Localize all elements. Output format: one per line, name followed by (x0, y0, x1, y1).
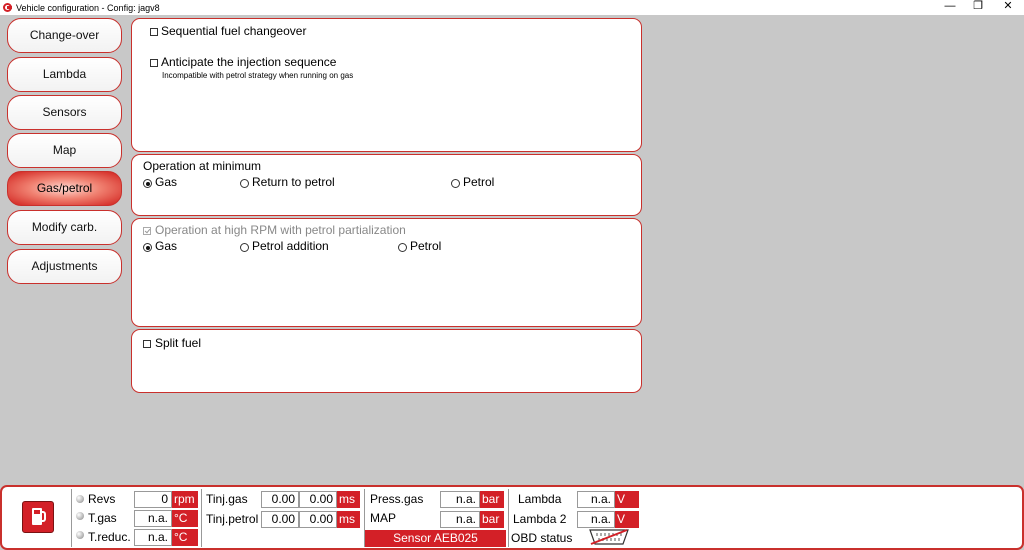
maximize-button[interactable]: ❐ (973, 0, 983, 12)
nav-lambda-button[interactable]: Lambda (7, 57, 122, 92)
high-rpm-partialization-title: Operation at high RPM with petrol partialization (155, 223, 406, 237)
minimum-gas-label: Gas (155, 175, 178, 189)
map-label: MAP (370, 511, 397, 525)
tinj-gas-label: Tinj.gas (206, 492, 248, 506)
sensor-badge: Sensor AEB025 (365, 530, 506, 547)
treduc-led-icon (76, 531, 84, 539)
tinj-gas-value-2: 0.00 (299, 491, 337, 508)
revs-value: 0 (134, 491, 172, 508)
nav-change-over-button[interactable]: Change-over (7, 18, 122, 53)
close-button[interactable]: ✕ (1003, 0, 1013, 12)
lambda-2-value: n.a. (577, 511, 615, 528)
tgas-led-icon (76, 512, 84, 520)
lambda-unit: V (615, 491, 639, 508)
high-rpm-petrol-addition-label: Petrol addition (252, 239, 329, 253)
obd-status-label: OBD status (511, 531, 573, 545)
tinj-gas-value-1: 0.00 (261, 491, 299, 508)
window-title: Vehicle configuration - Config: jagv8 (16, 2, 160, 13)
treduc-unit: °C (172, 529, 198, 546)
map-value: n.a. (440, 511, 480, 528)
treduc-value: n.a. (134, 529, 172, 546)
operation-at-minimum-title: Operation at minimum (143, 159, 262, 173)
status-bar (0, 485, 1024, 550)
tgas-unit: °C (172, 510, 198, 527)
high-rpm-partialization-panel (131, 218, 642, 327)
high-rpm-partialization-checkbox[interactable] (143, 227, 151, 235)
operation-at-minimum-panel (131, 154, 642, 216)
lambda-2-unit: V (615, 511, 639, 528)
tinj-petrol-label: Tinj.petrol (206, 512, 259, 526)
lambda-value: n.a. (577, 491, 615, 508)
minimum-return-to-petrol-label: Return to petrol (252, 175, 335, 189)
minimize-button[interactable]: — (944, 0, 956, 12)
sequential-changeover-label: Sequential fuel changeover (161, 24, 307, 38)
minimum-petrol-radio[interactable] (451, 179, 460, 188)
app-logo-icon (3, 3, 12, 12)
minimum-return-to-petrol-radio[interactable] (240, 179, 249, 188)
nav-map-button[interactable]: Map (7, 133, 122, 168)
tinj-gas-unit: ms (337, 491, 360, 508)
minimum-petrol-label: Petrol (463, 175, 495, 189)
nav-adjustments-button[interactable]: Adjustments (7, 249, 122, 284)
tinj-petrol-value-1: 0.00 (261, 511, 299, 528)
split-fuel-label: Split fuel (155, 336, 202, 350)
split-fuel-checkbox[interactable] (143, 340, 151, 348)
high-rpm-petrol-label: Petrol (410, 239, 442, 253)
revs-led-icon (76, 495, 84, 503)
revs-label: Revs (88, 492, 116, 506)
high-rpm-petrol-addition-radio[interactable] (240, 243, 249, 252)
high-rpm-gas-radio[interactable] (143, 243, 152, 252)
anticipate-injection-note: Incompatible with petrol strategy when running on gas (162, 71, 354, 80)
sequential-changeover-checkbox[interactable] (150, 28, 158, 36)
anticipate-injection-checkbox[interactable] (150, 59, 158, 67)
tinj-petrol-unit: ms (337, 511, 360, 528)
title-bar (0, 0, 1024, 15)
nav-modify-carb-button[interactable]: Modify carb. (7, 210, 122, 245)
treduc-label: T.reduc. (88, 530, 131, 544)
split-fuel-panel (131, 329, 642, 393)
tgas-value: n.a. (134, 510, 172, 527)
anticipate-injection-label: Anticipate the injection sequence (161, 55, 337, 69)
changeover-options-panel (131, 18, 642, 152)
press-gas-label: Press.gas (370, 492, 424, 506)
revs-unit: rpm (172, 491, 198, 508)
press-gas-unit: bar (480, 491, 504, 508)
press-gas-value: n.a. (440, 491, 480, 508)
fuel-pump-icon (22, 501, 54, 533)
tgas-label: T.gas (88, 511, 117, 525)
lambda-label: Lambda (518, 492, 562, 506)
lambda-2-label: Lambda 2 (513, 512, 567, 526)
nav-gas-petrol-button[interactable]: Gas/petrol (7, 171, 122, 206)
tinj-petrol-value-2: 0.00 (299, 511, 337, 528)
obd-connector-icon (587, 528, 631, 546)
map-unit: bar (480, 511, 504, 528)
high-rpm-petrol-radio[interactable] (398, 243, 407, 252)
minimum-gas-radio[interactable] (143, 179, 152, 188)
high-rpm-gas-label: Gas (155, 239, 178, 253)
nav-sensors-button[interactable]: Sensors (7, 95, 122, 130)
